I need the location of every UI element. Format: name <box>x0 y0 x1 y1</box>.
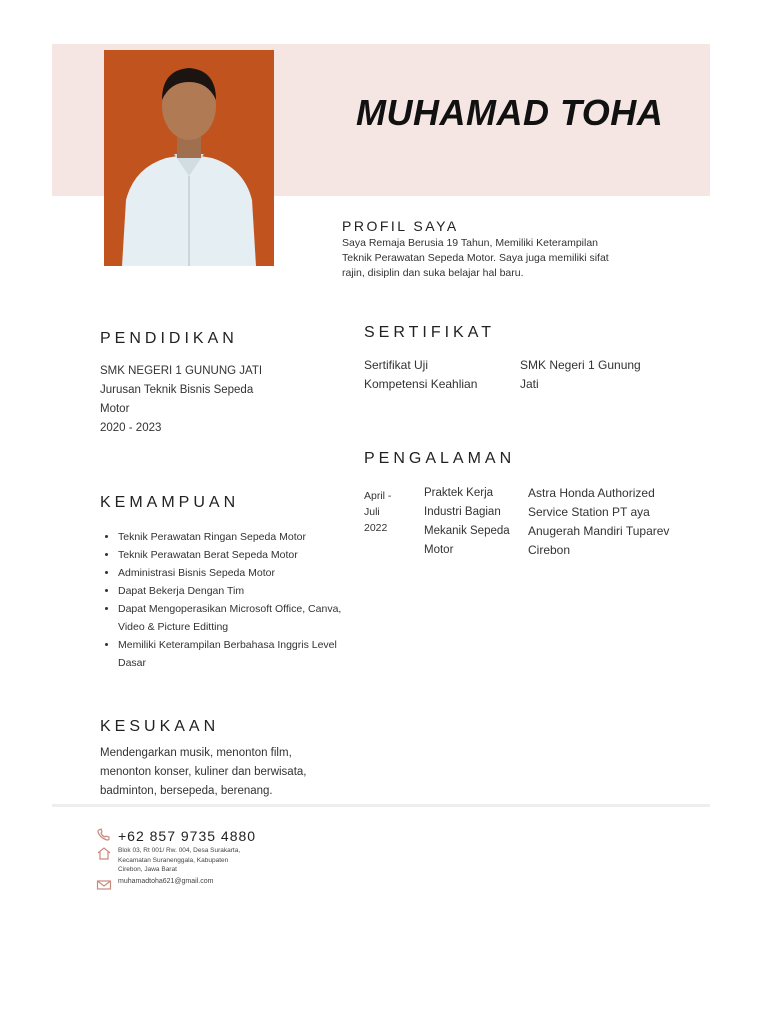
hobbies-line: menonton konser, kuliner dan berwisata, <box>100 766 307 778</box>
experience-company-line: Anugerah Mandiri Tuparev <box>528 524 670 538</box>
skills-title: KEMAMPUAN <box>100 494 240 511</box>
education-school: SMK NEGERI 1 GUNUNG JATI <box>100 365 263 377</box>
skill-item: • Dapat Mengoperasikan Microsoft Office, Canva, Video & Picture Editting <box>118 600 358 636</box>
skill-item: • Memiliki Keterampilan Berbahasa Inggris Level Dasar <box>118 636 358 672</box>
name-title: MUHAMAD TOHA <box>356 92 664 133</box>
skills-list <box>104 528 358 672</box>
profile-title: PROFIL SAYA <box>342 218 459 234</box>
hobbies-line: Mendengarkan musik, menonton film, <box>100 747 292 759</box>
certificate-name-line: Sertifikat Uji <box>364 358 429 372</box>
profile-line: rajin, disiplin dan suka belajar hal baru. <box>342 267 524 279</box>
address-line: Blok 03, Rt 001/ Rw. 004, Desa Surakarta, <box>118 847 241 854</box>
profile-line: Saya Remaja Berusia 19 Tahun, Memiliki Keterampilan <box>342 237 599 249</box>
home-icon <box>96 846 112 860</box>
footer-divider <box>52 804 710 807</box>
skill-item: • Administrasi Bisnis Sepeda Motor <box>118 564 358 582</box>
certificate-issuer-line: SMK Negeri 1 Gunung <box>520 358 641 372</box>
certificate-name <box>364 356 514 394</box>
skill-item: • Teknik Perawatan Berat Sepeda Motor <box>118 546 358 564</box>
portrait-photo <box>104 50 274 266</box>
education-major: Motor <box>100 403 130 415</box>
experience-date-line: 2022 <box>364 522 388 534</box>
phone-icon <box>96 828 112 842</box>
skill-item: • Teknik Perawatan Ringan Sepeda Motor <box>118 528 358 546</box>
experience-company <box>528 484 708 560</box>
certificate-issuer-line: Jati <box>520 377 539 391</box>
certificate-title: SERTIFIKAT <box>364 324 495 341</box>
education-years: 2020 - 2023 <box>100 422 162 434</box>
hobbies-line: badminton, bersepeda, berenang. <box>100 785 273 797</box>
hobbies-text <box>100 744 360 801</box>
experience-date <box>364 488 414 536</box>
experience-company-line: Service Station PT aya <box>528 505 650 519</box>
contact-email: muhamadtoha621@gmail.com <box>118 878 214 885</box>
certificate-issuer <box>520 356 690 394</box>
experience-date-line: Juli <box>364 506 380 518</box>
profile-line: Teknik Perawatan Sepeda Motor. Saya juga memiliki sifat <box>342 252 609 264</box>
mail-icon <box>96 878 112 892</box>
profile-text <box>342 236 672 281</box>
experience-role-line: Praktek Kerja <box>424 487 494 499</box>
address-line: Cirebon, Jawa Barat <box>118 866 177 873</box>
experience-date-line: April - <box>364 490 392 502</box>
education-major: Jurusan Teknik Bisnis Sepeda <box>100 384 254 396</box>
experience-company-line: Cirebon <box>528 543 571 557</box>
experience-role <box>424 484 524 560</box>
contact-email-row <box>96 878 213 892</box>
education-title: PENDIDIKAN <box>100 330 238 347</box>
skill-item: • Dapat Bekerja Dengan Tim <box>118 582 358 600</box>
experience-role-line: Industri Bagian <box>424 506 501 518</box>
experience-company-line: Astra Honda Authorized <box>528 486 655 500</box>
contact-phone-row <box>96 828 256 844</box>
experience-role-line: Mekanik Sepeda <box>424 525 510 537</box>
contact-address-row <box>96 846 278 875</box>
experience-role-line: Motor <box>424 544 454 556</box>
hobbies-title: KESUKAAN <box>100 718 220 735</box>
certificate-name-line: Kompetensi Keahlian <box>364 377 478 391</box>
address-line: Kecamatan Suranenggala, Kabupaten <box>118 856 229 864</box>
contact-address <box>118 846 278 875</box>
education-block <box>100 362 320 438</box>
experience-title: PENGALAMAN <box>364 450 516 467</box>
contact-phone: +62 857 9735 4880 <box>118 828 257 844</box>
